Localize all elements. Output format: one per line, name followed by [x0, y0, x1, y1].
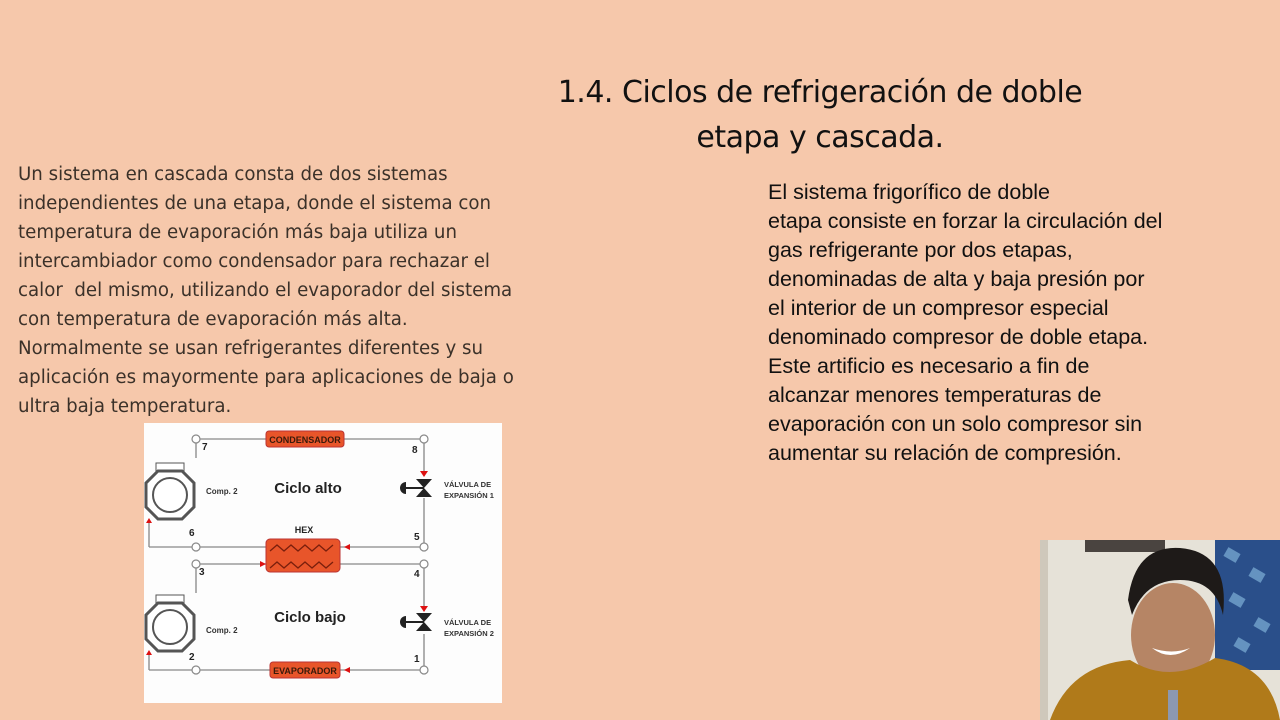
svg-text:HEX: HEX	[294, 525, 314, 535]
text-line: intercambiador como condensador para rechazar el	[18, 251, 490, 272]
svg-text:8: 8	[412, 445, 418, 456]
text-line: evaporación con un solo compresor sin	[768, 412, 1143, 436]
text-line: gas refrigerante por dos etapas,	[768, 238, 1073, 262]
text-line: el interior de un compresor especial	[768, 296, 1109, 320]
svg-text:CONDENSADOR: CONDENSADOR	[269, 435, 341, 445]
svg-text:4: 4	[414, 569, 420, 580]
svg-text:1: 1	[414, 654, 420, 665]
svg-text:EXPANSIÓN 2: EXPANSIÓN 2	[444, 629, 494, 638]
text-line: ultra baja temperatura.	[18, 396, 232, 417]
svg-text:Ciclo bajo: Ciclo bajo	[274, 609, 346, 626]
presenter-webcam-feed	[1040, 540, 1280, 720]
svg-text:EVAPORADOR: EVAPORADOR	[273, 666, 337, 676]
cascade-cycle-diagram	[144, 423, 502, 703]
text-line: independientes de una etapa, donde el sistema con	[18, 193, 492, 214]
svg-text:2: 2	[189, 652, 195, 663]
heat-exchanger-box	[266, 539, 340, 572]
text-line: aplicación es mayormente para aplicaciones de baja o	[18, 367, 514, 388]
svg-text:EXPANSIÓN 1: EXPANSIÓN 1	[444, 491, 494, 500]
title-line-2: etapa y cascada.	[696, 120, 944, 155]
text-line: temperatura de evaporación más baja utiliza un	[18, 222, 457, 243]
title-line-1: 1.4. Ciclos de refrigeración de doble	[557, 75, 1083, 110]
diagram-svg	[144, 423, 502, 703]
svg-text:6: 6	[189, 528, 195, 539]
text-line: aumentar su relación de compresión.	[768, 441, 1122, 465]
cascade-description	[18, 160, 548, 421]
svg-text:Comp. 2: Comp. 2	[206, 626, 238, 635]
svg-text:VÁLVULA DE: VÁLVULA DE	[444, 618, 492, 627]
svg-text:VÁLVULA DE: VÁLVULA DE	[444, 480, 492, 489]
person-video-icon	[1040, 540, 1280, 720]
double-stage-description	[768, 178, 1228, 468]
compressor-bottom-icon	[146, 595, 194, 651]
text-line: denominadas de alta y baja presión por	[768, 267, 1145, 291]
text-line: denominado compresor de doble etapa.	[768, 325, 1149, 349]
text-line: Un sistema en cascada consta de dos sistemas	[18, 164, 448, 185]
compressor-top-icon	[146, 463, 194, 519]
svg-text:5: 5	[414, 532, 420, 543]
text-line: Este artificio es necesario a fin de	[768, 354, 1090, 378]
svg-text:3: 3	[199, 567, 205, 578]
text-line: alcanzar menores temperaturas de	[768, 383, 1102, 407]
evaporator-box	[270, 662, 340, 678]
slide-title	[530, 70, 1110, 160]
expansion-valve-1-icon	[400, 479, 432, 497]
text-line: etapa consiste en forzar la circulación del	[768, 209, 1163, 233]
svg-text:Comp. 2: Comp. 2	[206, 487, 238, 496]
text-line: calor del mismo, utilizando el evaporador del sistema	[18, 280, 513, 301]
condenser-box	[266, 431, 344, 447]
text-line: con temperatura de evaporación más alta.	[18, 309, 408, 330]
svg-text:7: 7	[202, 442, 208, 453]
expansion-valve-2-icon	[400, 613, 432, 631]
text-line: Normalmente se usan refrigerantes diferentes y su	[18, 338, 484, 359]
text-line: El sistema frigorífico de doble	[768, 180, 1051, 204]
svg-text:Ciclo alto: Ciclo alto	[274, 480, 342, 497]
